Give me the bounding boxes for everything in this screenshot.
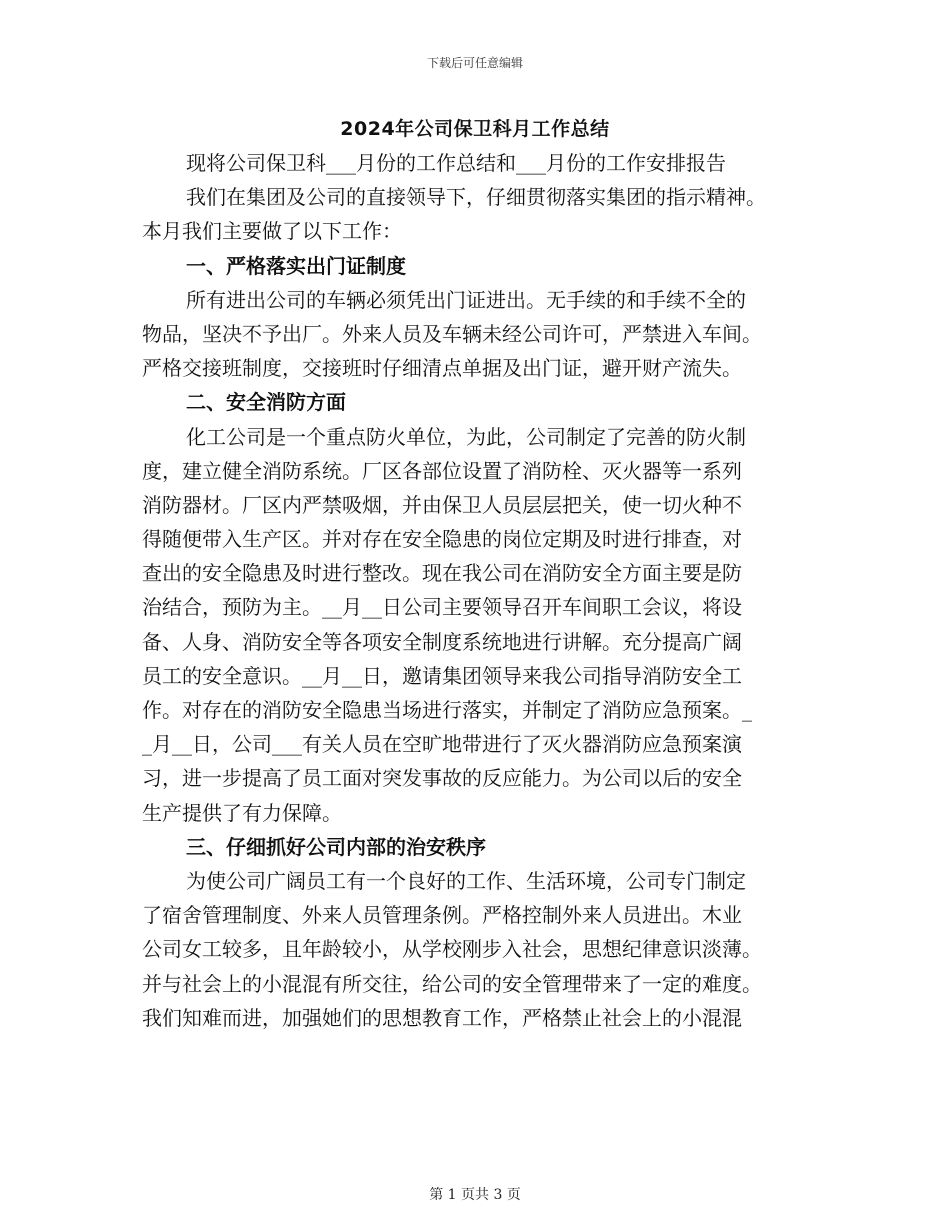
section-heading-2: 二、安全消防方面 — [186, 390, 346, 415]
paragraph-line: 员工的安全意识。__月__日，邀请集团领导来我公司指导消防安全工 — [142, 663, 742, 688]
paragraph-line: 公司女工较多，且年龄较小，从学校刚步入社会，思想纪律意识淡薄。 — [142, 937, 762, 962]
paragraph-line: 作。对存在的消防安全隐患当场进行落实，并制定了消防应急预案。_ — [142, 698, 752, 722]
paragraph-line: 物品，坚决不予出厂。外来人员及车辆未经公司许可，严禁进入车间。 — [142, 321, 762, 346]
paragraph-line: 化工公司是一个重点防火单位，为此，公司制定了完善的防火制 — [186, 424, 746, 449]
document-title: 2024年公司保卫科月工作总结 — [340, 118, 610, 140]
paragraph-line: 为使公司广阔员工有一个良好的工作、生活环境，公司专门制定 — [186, 868, 746, 893]
paragraph-line: 消防器材。厂区内严禁吸烟，并由保卫人员层层把关，使一切火种不 — [142, 492, 742, 517]
paragraph-line: 得随便带入生产区。并对存在安全隐患的岗位定期及时进行排查，对 — [142, 527, 742, 552]
paragraph-line: 查出的安全隐患及时进行整改。现在我公司在消防安全方面主要是防 — [142, 561, 742, 586]
paragraph-line: 本月我们主要做了以下工作： — [142, 219, 402, 244]
paragraph-line: 习，进一步提高了员工面对突发事故的反应能力。为公司以后的安全 — [142, 766, 742, 791]
paragraph-line: 严格交接班制度，交接班时仔细清点单据及出门证，避开财产流失。 — [142, 356, 742, 381]
section-heading-3: 三、仔细抓好公司内部的治安秩序 — [186, 834, 486, 859]
paragraph-line: 治结合，预防为主。__月__日公司主要领导召开车间职工会议，将设 — [142, 595, 742, 620]
paragraph-line: 生产提供了有力保障。 — [142, 800, 342, 825]
paragraph-line: 了宿舍管理制度、外来人员管理条例。严格控制外来人员进出。木业 — [142, 903, 742, 928]
paragraph-line: 现将公司保卫科___月份的工作总结和___月份的工作安排报告 — [186, 151, 726, 175]
document-body — [142, 146, 810, 1035]
section-heading-1: 一、严格落实出门证制度 — [186, 253, 406, 278]
page-header: 下载后可任意编辑 — [426, 56, 523, 70]
paragraph-line: 备、人身、消防安全等各项安全制度系统地进行讲解。充分提高广阔 — [142, 629, 742, 654]
paragraph-line: 度，建立健全消防系统。厂区各部位设置了消防栓、灭火器等一系列 — [142, 458, 742, 483]
paragraph-line: _月__日，公司___有关人员在空旷地带进行了灭火器消防应急预案演 — [142, 732, 742, 757]
paragraph-line: 我们知难而进，加强她们的思想教育工作，严格禁止社会上的小混混 — [142, 1005, 742, 1030]
paragraph-line: 并与社会上的小混混有所交往，给公司的安全管理带来了一定的难度。 — [142, 971, 762, 996]
paragraph-line: 所有进出公司的车辆必须凭出门证进出。无手续的和手续不全的 — [186, 287, 746, 312]
paragraph-line: 我们在集团及公司的直接领导下，仔细贯彻落实集团的指示精神。 — [186, 185, 766, 210]
page-footer: 第 1 页共 3 页 — [429, 1187, 521, 1203]
